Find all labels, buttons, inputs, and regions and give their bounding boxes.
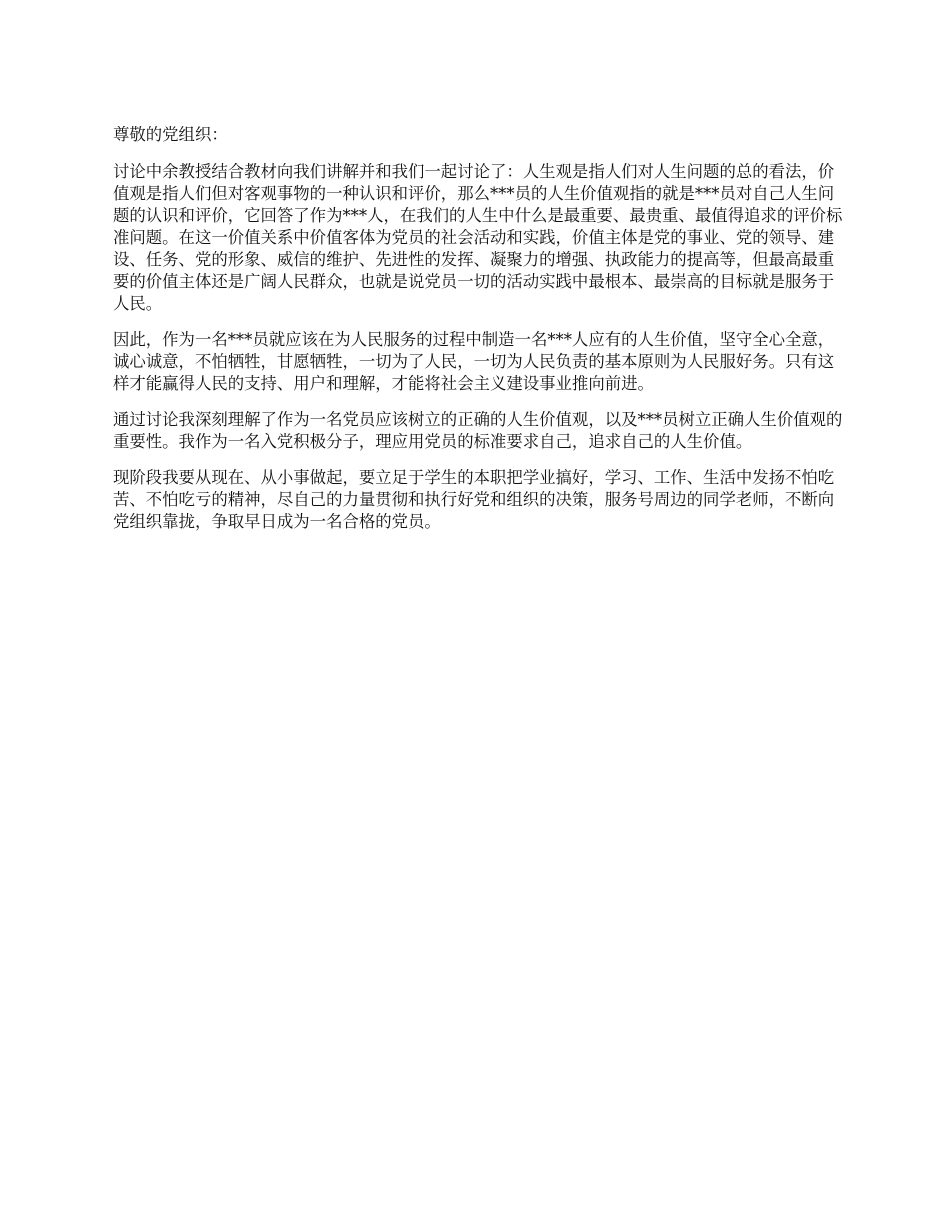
paragraph-3: 通过讨论我深刻理解了作为一名党员应该树立的正确的人生价值观，以及***员树立正确人生价值观的重要性。我作为一名入党积极分子，理应用党员的标准要求自己，追求自己的人生价值。 (113, 410, 843, 451)
paragraph-1: 讨论中余教授结合教材向我们讲解并和我们一起讨论了：人生观是指人们对人生问题的总的看法，价值观是指人们但对客观事物的一种认识和评价，那么***员的人生价值观指的就是***员对自己人生问题的认识和评价，它回答了作为***人，在我们的人生中什么是最重要、最贵重、最值得追求的评价标准问题。在这一价值关系中价值客体为党员的社会活动和实践，价值主体是党的事业、党的领导、建设、任务、党的形象、威信的维护、先进性的发挥、凝聚力的增强、执政能力的提高等，但最高最重要的价值主体还是广阔人民群众，也就是说党员一切的活动实践中最根本、最崇高的目标就是服务于人民。 (113, 162, 843, 313)
paragraph-4: 现阶段我要从现在、从小事做起，要立足于学生的本职把学业搞好，学习、工作、生活中发扬不怕吃苦、不怕吃亏的精神，尽自己的力量贯彻和执行好党和组织的决策，服务号周边的同学老师，不断向党组织靠拢，争取早日成为一名合格的党员。 (113, 468, 835, 531)
document-body (113, 124, 843, 547)
paragraph-2: 因此，作为一名***员就应该在为人民服务的过程中制造一名***人应有的人生价值，坚守全心全意，诚心诚意，不怕牺牲，甘愿牺牲，一切为了人民，一切为人民负责的基本原则为人民服好务。只有这样才能赢得人民的支持、用户和理解，才能将社会主义建设事业推向前进。 (113, 330, 835, 393)
salutation: 尊敬的党组织： (113, 125, 228, 144)
